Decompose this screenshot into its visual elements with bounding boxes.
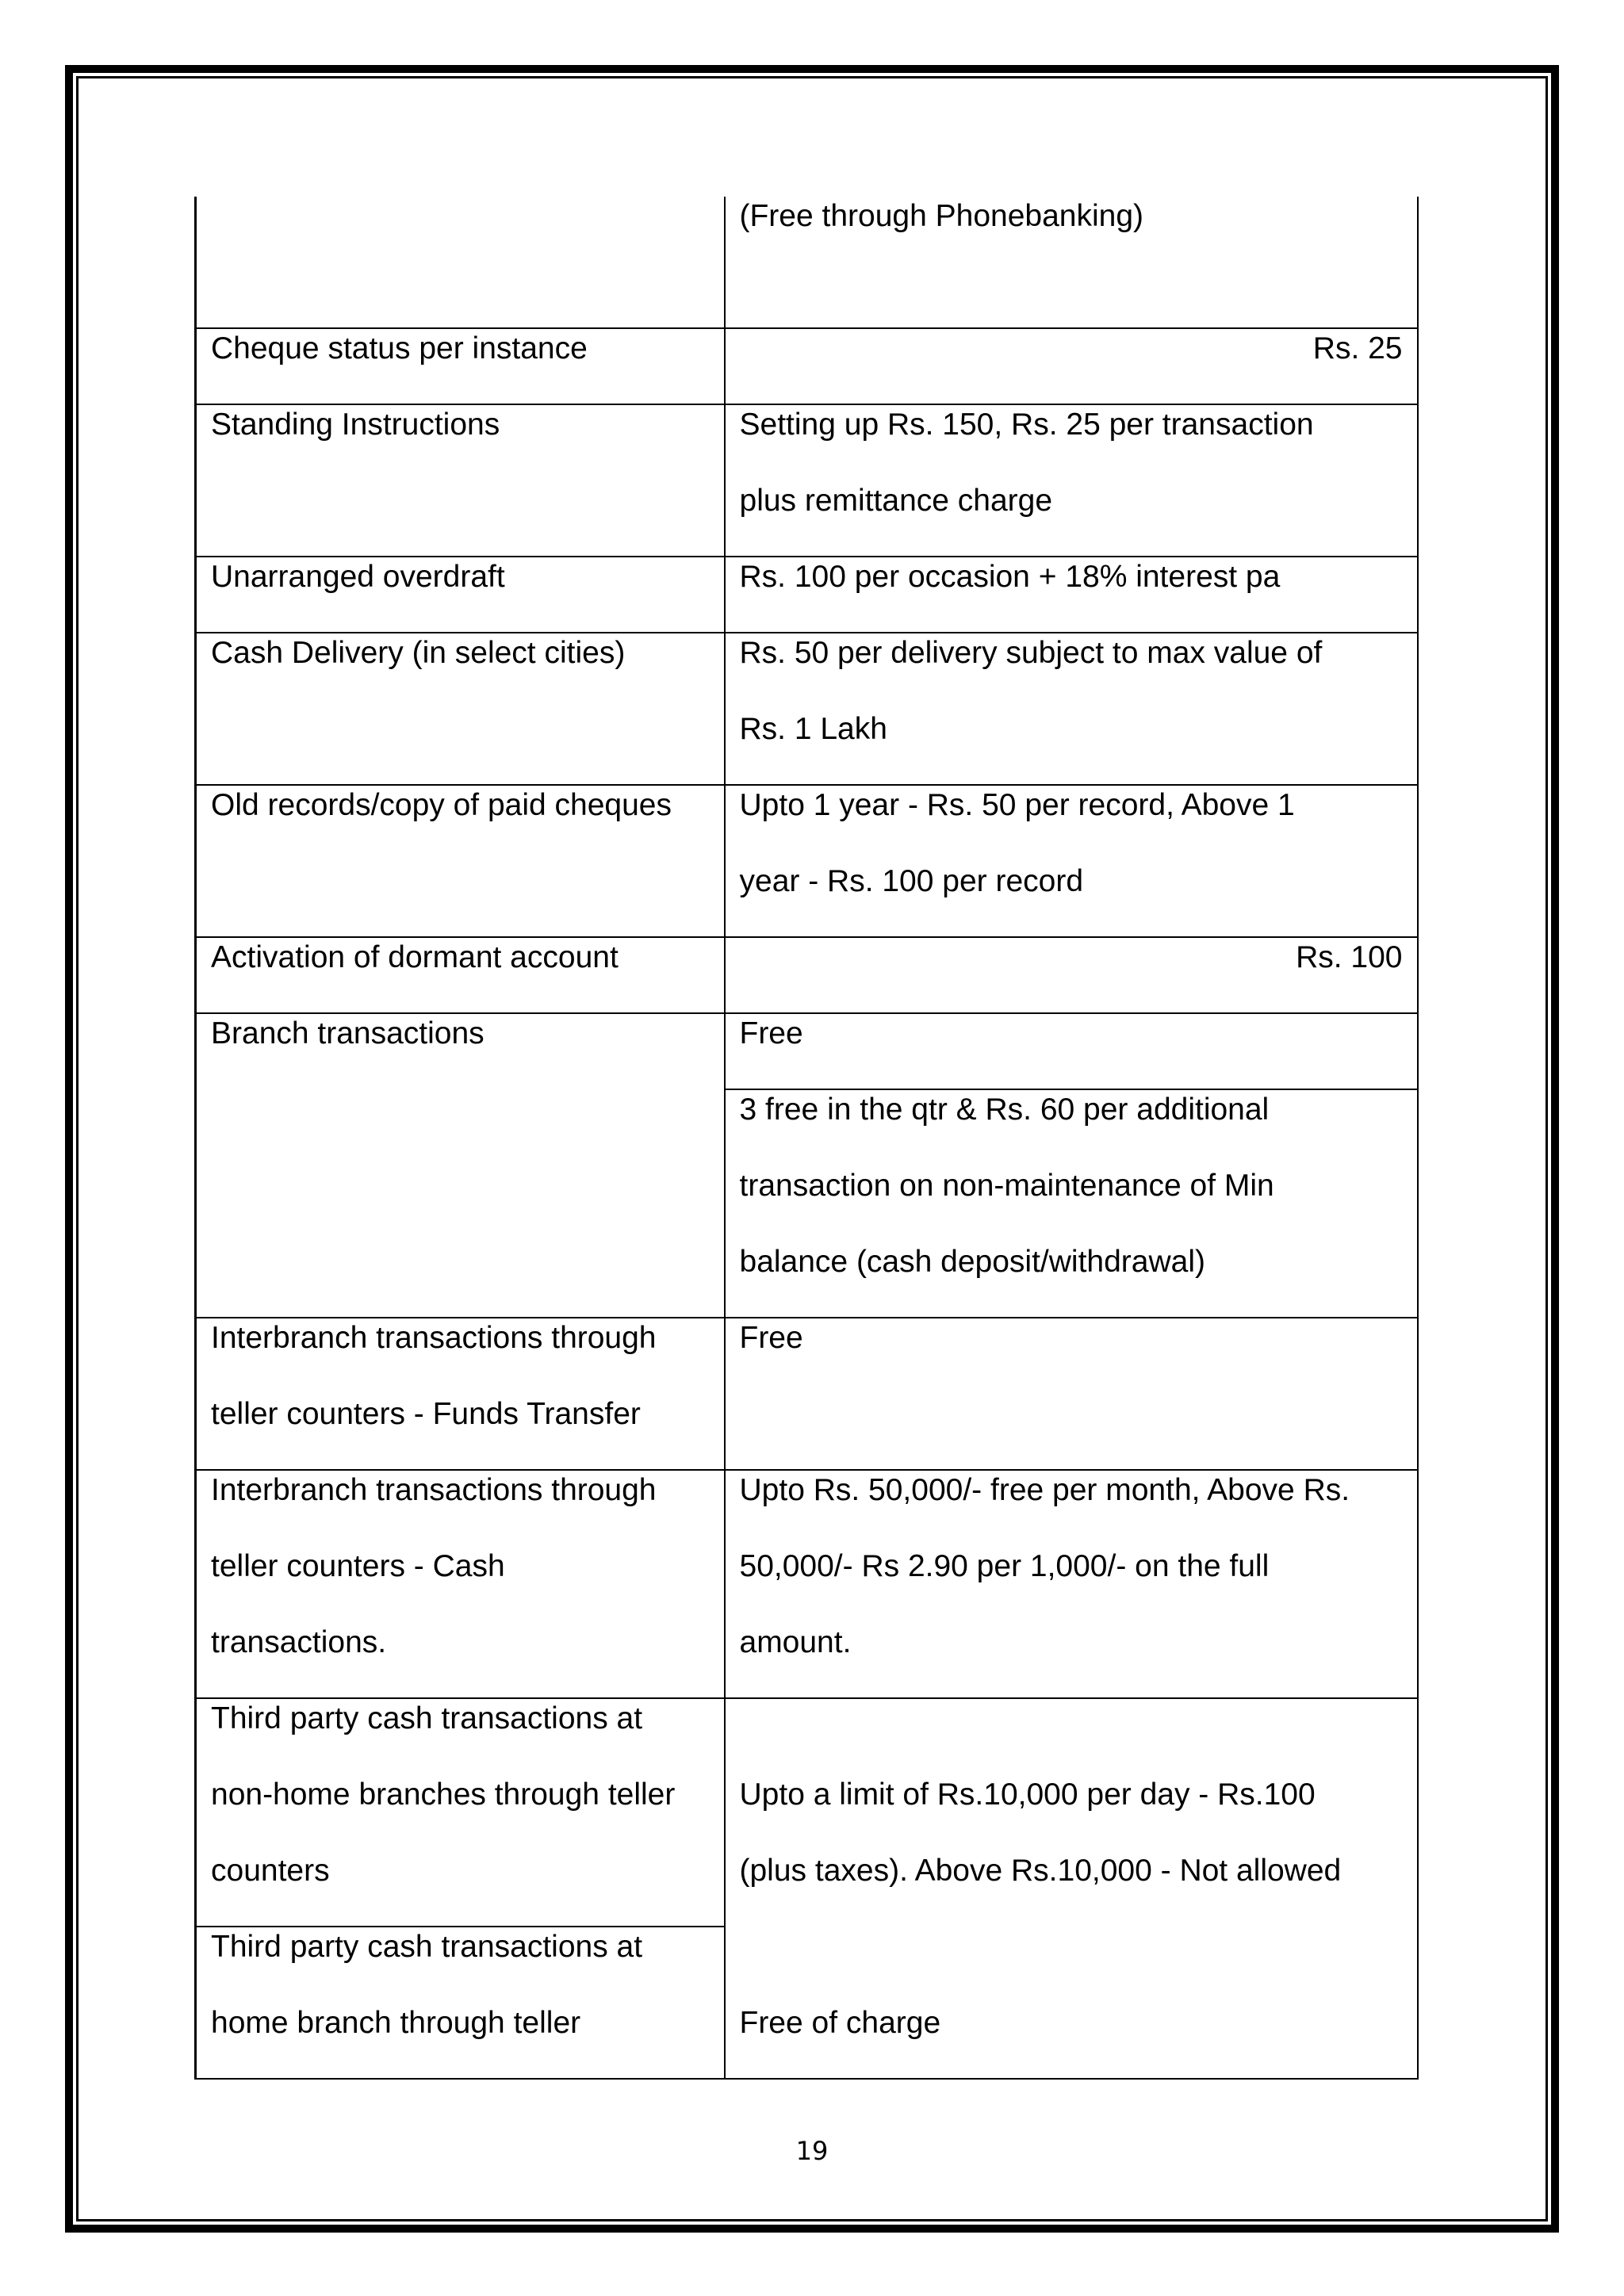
service-cell [196,633,725,785]
charge-text: Upto Rs. 50,000/- free per month, Above Rs. [739,1473,1350,1507]
service-text: Branch transactions [211,1016,485,1050]
service-text: Cheque status per instance [211,331,588,365]
service-cell [196,197,725,328]
charge-text: Free [739,1321,803,1355]
table-row [196,1013,1418,1089]
service-text: Cash Delivery (in select cities) [211,636,626,670]
charge-text: Upto a limit of Rs.10,000 per day - Rs.100 [739,1777,1316,1812]
page-number: 19 [795,2136,829,2166]
charge-text: balance (cash deposit/withdrawal) [739,1245,1205,1279]
charge-text: Setting up Rs. 150, Rs. 25 per transaction [739,408,1314,442]
charge-cell [725,633,1418,785]
service-text: Unarranged overdraft [211,560,505,594]
charge-text: Rs. 25 [1312,331,1403,365]
service-text: non-home branches through teller [211,1777,676,1812]
charge-cell [725,937,1418,1013]
service-text: counters [211,1854,330,1888]
service-cell [196,404,725,557]
table-row [196,1470,1418,1698]
table-row [196,557,1418,633]
charge-cell [725,1318,1418,1470]
service-text: transactions. [211,1625,387,1659]
table-row [196,937,1418,1013]
charge-cell [725,328,1418,404]
charge-cell [725,1470,1418,1698]
table-row [196,1318,1418,1470]
charge-cell [725,785,1418,937]
charge-text: amount. [739,1625,852,1659]
service-text: home branch through teller [211,2006,581,2040]
table-row [196,1698,1418,1927]
charge-text: transaction on non-maintenance of Min [739,1169,1274,1203]
charge-cell [725,1089,1418,1318]
service-text: Old records/copy of paid cheques [211,788,672,822]
charge-text: plus remittance charge [739,484,1053,518]
service-text: Standing Instructions [211,408,500,442]
charge-text: (plus taxes). Above Rs.10,000 - Not allowed [739,1854,1342,1888]
charge-cell [725,557,1418,633]
charge-text: Rs. 1 Lakh [739,712,887,746]
service-cell [196,1470,725,1698]
service-cell [196,1698,725,1927]
table-row [196,404,1418,557]
service-text: teller counters - Cash [211,1549,505,1583]
service-cell [196,785,725,937]
service-cell [196,937,725,1013]
charge-text: Free of charge [739,2006,941,2040]
service-cell [196,557,725,633]
charge-text: Upto 1 year - Rs. 50 per record, Above 1 [739,788,1295,822]
charge-cell [725,404,1418,557]
table-row [196,197,1418,328]
charge-spacer [740,1932,1403,2008]
charge-text: 50,000/- Rs 2.90 per 1,000/- on the full [739,1549,1270,1583]
charge-text: Rs. 100 per occasion + 18% interest pa [739,560,1281,594]
service-cell [196,1927,725,2079]
charge-text: (Free through Phonebanking) [739,199,1143,233]
service-text: Activation of dormant account [211,940,619,974]
table-row [196,785,1418,937]
charge-text: year - Rs. 100 per record [739,864,1084,898]
service-text: teller counters - Funds Transfer [211,1397,641,1431]
service-cell [196,1318,725,1470]
charge-cell [725,197,1418,328]
service-text: Third party cash transactions at [211,1930,643,1964]
charge-text: Free [739,1016,803,1050]
table-row [196,328,1418,404]
service-cell [196,328,725,404]
charge-text: Rs. 50 per delivery subject to max value of [739,636,1323,670]
service-cell [196,1013,725,1318]
service-text: Interbranch transactions through [211,1321,657,1355]
charge-cell [725,1013,1418,1089]
table-row [196,633,1418,785]
charge-text: 3 free in the qtr & Rs. 60 per additional [739,1093,1270,1127]
charge-cell [725,1698,1418,2079]
service-text: Interbranch transactions through [211,1473,657,1507]
charge-text: Rs. 100 [1296,940,1403,974]
service-text: Third party cash transactions at [211,1701,643,1735]
charges-table [194,197,1419,2080]
